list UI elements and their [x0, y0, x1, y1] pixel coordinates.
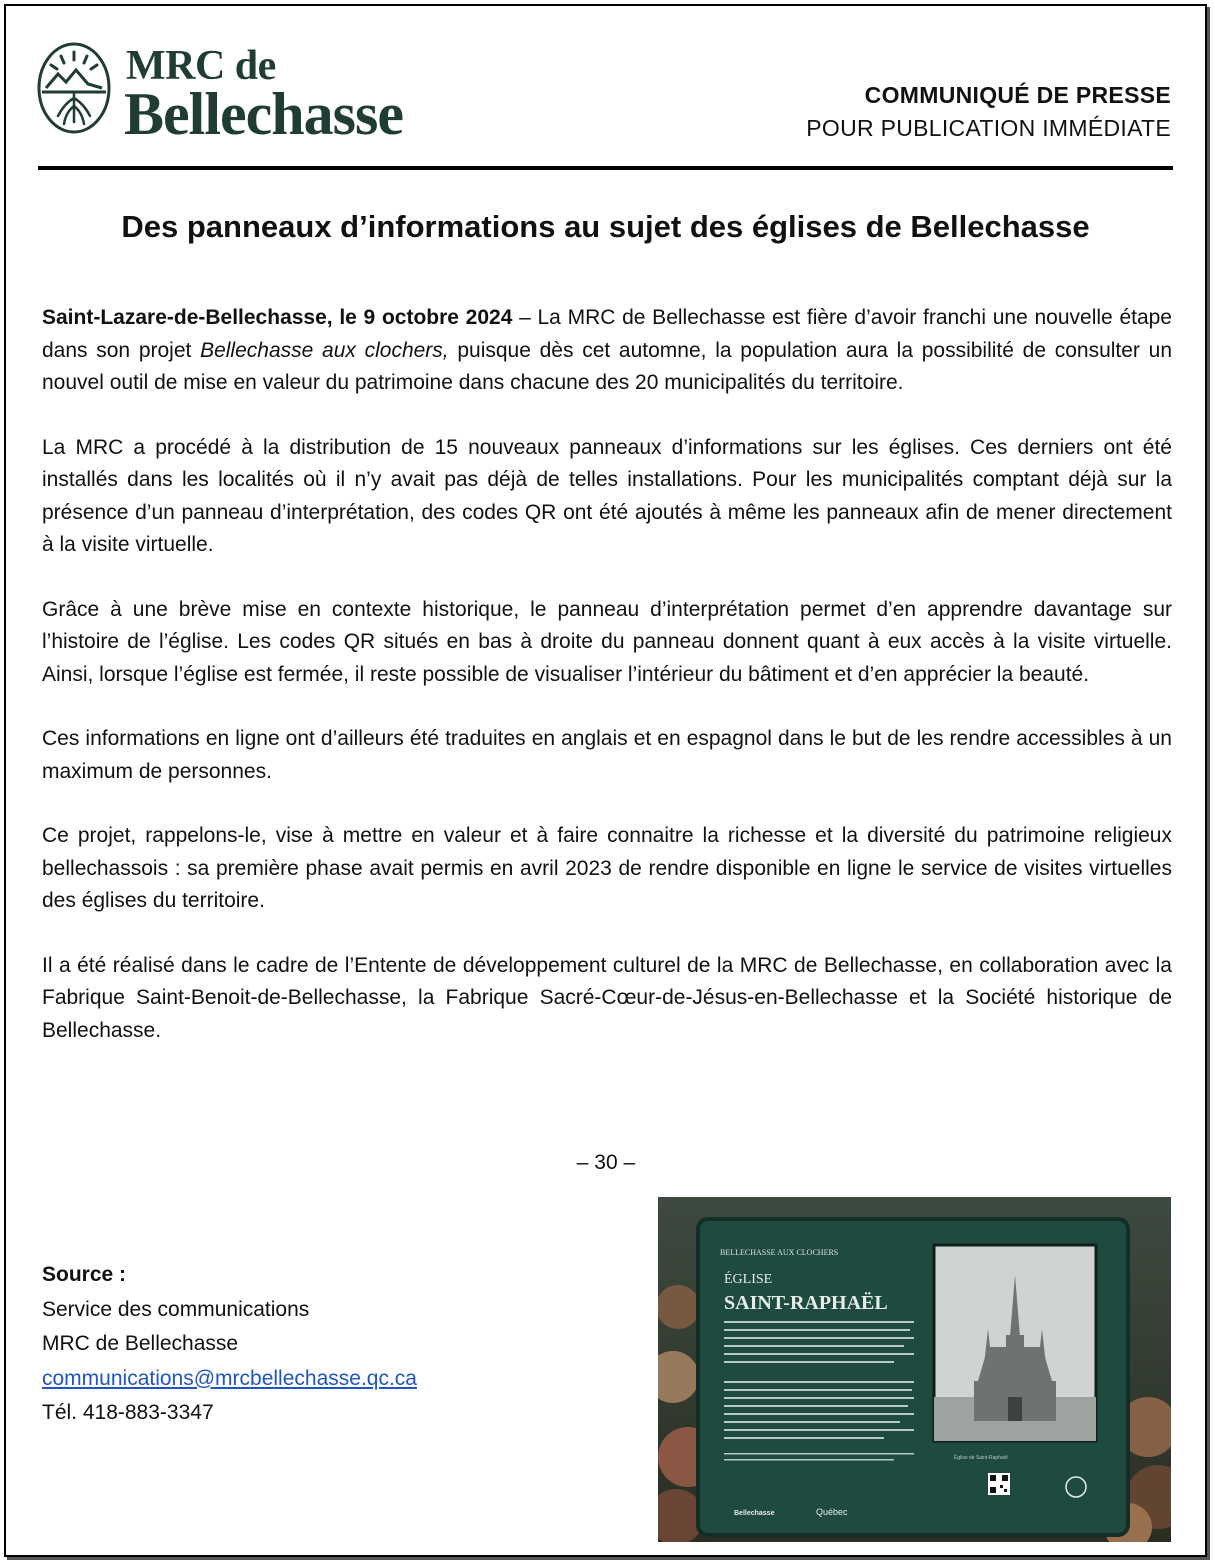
sign-title-2: SAINT-RAPHAËL	[724, 1292, 888, 1314]
source-email-link[interactable]: communications@mrcbellechasse.qc.ca	[42, 1366, 417, 1390]
source-label: Source :	[42, 1263, 127, 1286]
logo-text-line2: Bellechasse	[124, 81, 403, 147]
svg-text:Québec: Québec	[816, 1507, 848, 1517]
press-title: COMMUNIQUÉ DE PRESSE	[864, 82, 1171, 108]
paragraph-4: Ces informations en ligne ont d’ailleurs été traduites en anglais et en espagnol dans le but de les rendre accessibles à un maximum de personnes.	[42, 727, 1172, 783]
sign-header: BELLECHASSE AUX CLOCHERS	[720, 1248, 839, 1257]
svg-text:Bellechasse: Bellechasse	[734, 1510, 775, 1517]
end-marker: – 30 –	[576, 1151, 636, 1174]
logo-text-line1: MRC de	[126, 43, 276, 89]
project-name: Bellechasse aux clochers,	[200, 338, 449, 362]
paragraph-1-text-b: puisque dès cet automne, la population aura la possibilité de consulter un nouvel outil de mise en valeur du patrimoine dans chacune des 20 municipalités du territoire.	[42, 338, 1172, 394]
paragraph-6: Il a été réalisé dans le cadre de l’Entente de développement culturel de la MRC de Bellechasse, en collaboration avec la Fabrique Saint-Benoit-de-Bellechasse, la Fabrique Sacré-Cœur-de-Jésus-en-Bellechasse et la Société historique de Bellechasse.	[42, 953, 1172, 1042]
sign-photo	[658, 1197, 1171, 1542]
paragraph-1-text-a: – La MRC de Bellechasse est fière d’avoir franchi une nouvelle étape dans son projet	[42, 306, 1172, 362]
header-divider	[38, 166, 1173, 170]
press-subtitle: POUR PUBLICATION IMMÉDIATE	[806, 115, 1171, 141]
article-body	[42, 302, 1172, 1079]
source-org: MRC de Bellechasse	[42, 1332, 239, 1355]
source-phone: Tél. 418-883-3347	[42, 1401, 214, 1424]
press-release-page	[4, 4, 1207, 1557]
paragraph-2: La MRC a procédé à la distribution de 15 nouveaux panneaux d’informations sur les églises. Ces derniers ont été installés dans les localités où il n’y avait pas déjà de telles installations. Pour les municipalités comptant déjà sur la présence d’un panneau d’interprétation, des codes QR ont été ajoutés à même les panneaux afin de mener directement à la visite virtuelle.	[42, 435, 1172, 556]
paragraph-3: Grâce à une brève mise en contexte historique, le panneau d’interprétation permet d’en apprendre davantage sur l’histoire de l’église. Les codes QR situés en bas à droite du panneau donnent quant à eux accès à la visite virtuelle. Ainsi, lorsque l’église est fermée, il reste possible de visualiser l’intérieur du bâtiment et d’en apprécier la beauté.	[42, 597, 1172, 686]
headline: Des panneaux d’informations au sujet des églises de Bellechasse	[121, 209, 1090, 244]
source-block	[42, 1258, 417, 1431]
source-service: Service des communications	[42, 1297, 310, 1321]
sign-title-1: ÉGLISE	[724, 1272, 773, 1287]
press-header	[806, 82, 1171, 142]
svg-text:Église de Saint-Raphaël: Église de Saint-Raphaël	[954, 1455, 1008, 1461]
paragraph-5: Ce projet, rappelons-le, vise à mettre en valeur et à faire connaitre la richesse et la diversité du patrimoine religieux bellechassois : sa première phase avait permis en avril 2023 de rendre disponible en ligne le service de visites virtuelles des églises du territoire.	[42, 824, 1172, 912]
dateline: Saint-Lazare-de-Bellechasse, le 9 octobre 2024	[42, 306, 513, 329]
paragraph-1	[42, 302, 1172, 400]
mountain-roots-emblem-icon	[36, 42, 112, 134]
church-photo-icon	[658, 1197, 1171, 1542]
mrc-logo	[36, 42, 403, 147]
